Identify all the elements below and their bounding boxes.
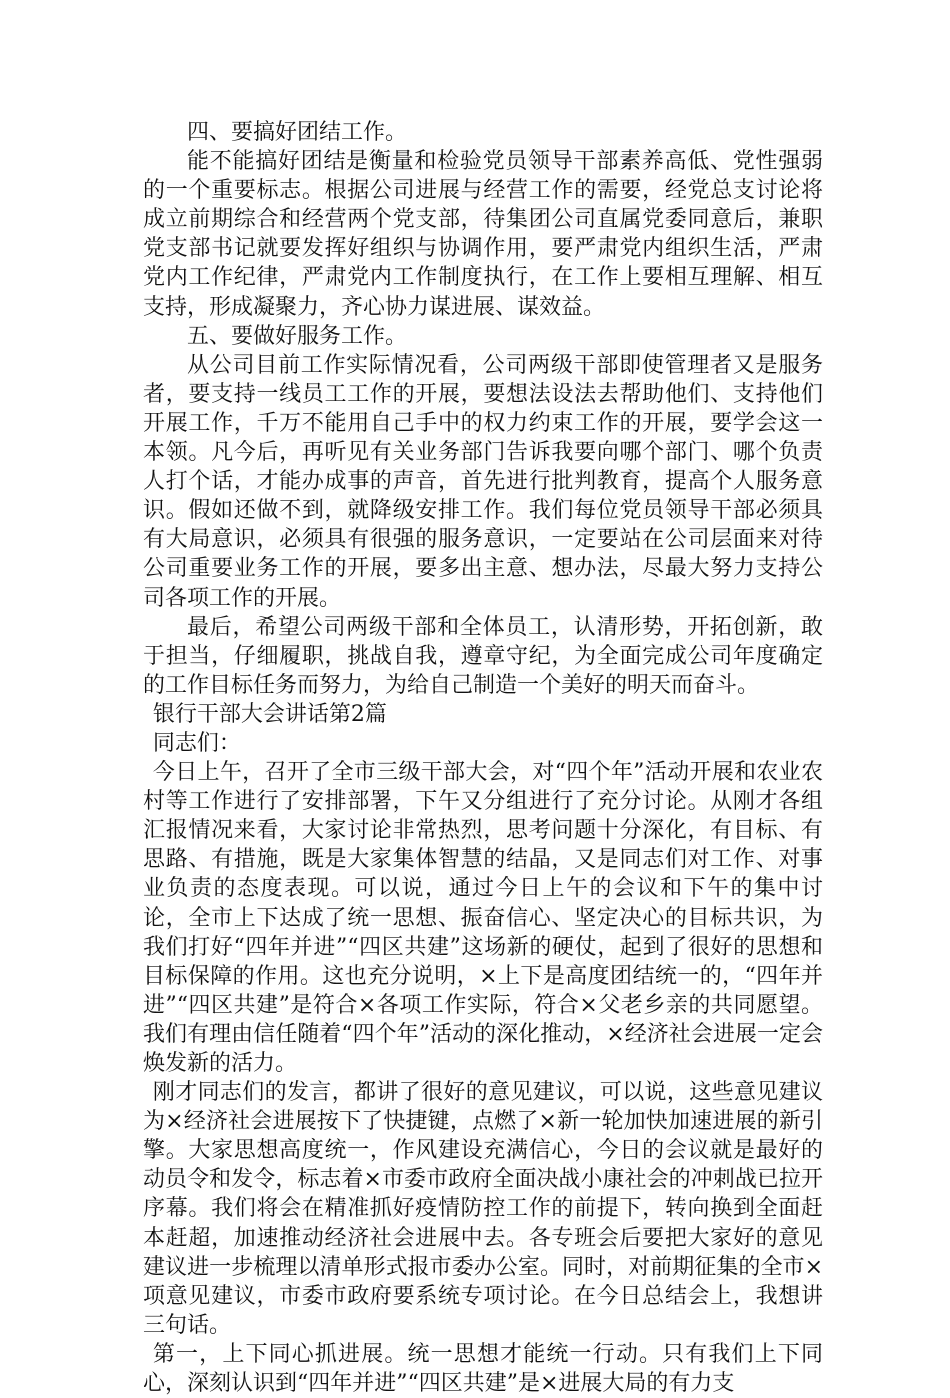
paragraph-service: 从公司目前工作实际情况看，公司两级干部即使管理者又是服务者，要支持一线员工工作的开展，要想法设法去帮助他们、支持他们开展工作，千万不能用自己手中的权力约束工作的开展，要学会这一本领。凡今后，再听见有关业务部门告诉我要向哪个部门、哪个负责人打个话，才能办成事的声音，首先进行批判教育，提高个人服务意识。假如还做不到，就降级安排工作。我们每位党员领导干部必须具有大局意识，必须具有很强的服务意识，一定要站在公司层面来对待公司重要业务工作的开展，要多出主意、想办法，尽最大努力支持公司各项工作的开展。 — [143, 352, 823, 611]
salutation: 同志们： — [152, 730, 241, 756]
paragraph-heading-4: 四、要搞好团结工作。 — [187, 120, 408, 145]
paragraph-speeches: 刚才同志们的发言，都讲了很好的意见建议，可以说，这些意见建议为×经济社会进展按下了快捷键，点燃了×新一轮加快加速进展的新引擎。大家思想高度统一，作风建设充满信心，今日的会议就是最好的动员令和发令，标志着×市委市政府全面决战小康社会的冲刺战已拉开序幕。我们将会在精准抓好疫情防控工作的前提下，转向换到全面赶本赶超，加速推动经济社会进展中去。各专班会后要把大家好的意见建议进一步梳理以清单形式报市委办公室。同时，对前期征集的全市×项意见建议，市委市政府要系统专项讨论。在今日总结会上，我想讲三句话。 — [143, 1080, 823, 1338]
paragraph-first-point: 第一，上下同心抓进展。统一思想才能统一行动。只有我们上下同心，深刻认识到“四年并进”“四区共建”是×进展大局的有力支 — [143, 1341, 823, 1397]
section-title: 银行干部大会讲话第2篇 — [152, 701, 387, 727]
paragraph-unity: 能不能搞好团结是衡量和检验党员领导干部素养高低、党性强弱的一个重要标志。根据公司进展与经营工作的需要，经党总支讨论将成立前期综合和经营两个党支部，待集团公司直属党委同意后，兼职党支部书记就要发挥好组织与协调作用，要严肃党内组织生活，严肃党内工作纪律，严肃党内工作制度执行，在工作上要相互理解、相互支持，形成凝聚力，齐心协力谋进展、谋效益。 — [143, 149, 823, 320]
paragraph-heading-5: 五、要做好服务工作。 — [187, 323, 408, 349]
paragraph-closing: 最后，希望公司两级干部和全体员工，认清形势，开拓创新，敢于担当，仔细履职，挑战自我，遵章守纪，为全面完成公司年度确定的工作目标任务而努力，为给自己制造一个美好的明天而奋斗。 — [143, 614, 823, 698]
paragraph-meeting: 今日上午，召开了全市三级干部大会，对“四个年”活动开展和农业农村等工作进行了安排部署，下午又分组进行了充分讨论。从刚才各组汇报情况来看，大家讨论非常热烈，思考问题十分深化，有目标、有思路、有措施，既是大家集体智慧的结晶，又是同志们对工作、对事业负责的态度表现。可以说，通过今日上午的会议和下午的集中讨论，全市上下达成了统一思想、振奋信心、坚定决心的目标共识，为我们打好“四年并进”“四区共建”这场新的硬仗，起到了很好的思想和目标保障的作用。这也充分说明，×上下是高度团结统一的，“四年并进”“四区共建”是符合×各项工作实际，符合×父老乡亲的共同愿望。我们有理由信任随着“四个年”活动的深化推动，×经济社会进展一定会焕发新的活力。 — [143, 760, 823, 1076]
document-page — [143, 118, 823, 1398]
